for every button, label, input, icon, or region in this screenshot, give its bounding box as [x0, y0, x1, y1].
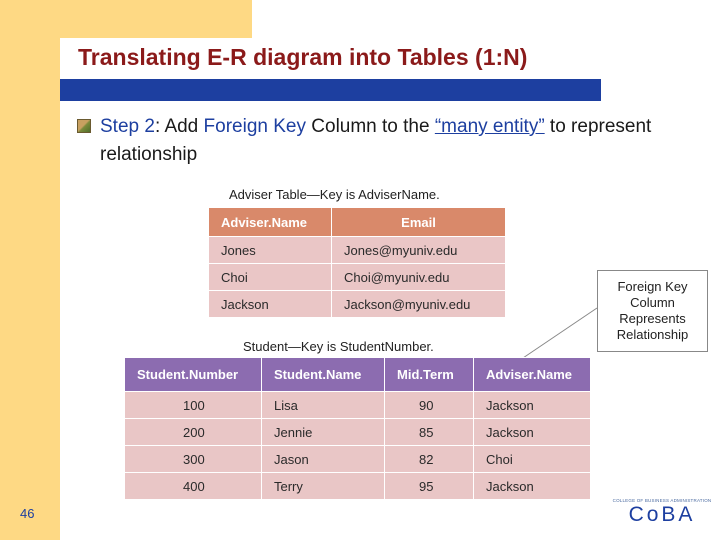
table-cell: Jennie: [262, 419, 385, 446]
logo-name: CoBA: [628, 503, 696, 526]
step-mid: Column to the: [306, 116, 435, 137]
table-cell: Choi: [474, 446, 591, 473]
table-row: [125, 419, 591, 446]
student-table-caption: Student—Key is StudentNumber.: [243, 339, 434, 354]
table-cell: Jackson@myuniv.edu: [332, 291, 506, 318]
table-cell: Jones@myuniv.edu: [332, 237, 506, 264]
coba-logo: [612, 498, 712, 527]
callout-line: Represents: [619, 311, 686, 326]
table-cell: Terry: [262, 473, 385, 500]
table-cell: Jackson: [474, 392, 591, 419]
table-cell: Jackson: [209, 291, 332, 318]
table-cell: Jackson: [474, 473, 591, 500]
table-cell: 95: [385, 473, 474, 500]
table-cell: Lisa: [262, 392, 385, 419]
callout-line: Relationship: [616, 327, 689, 342]
student-col-adviser: Adviser.Name: [474, 358, 591, 392]
table-cell: Jones: [209, 237, 332, 264]
student-header-row: [125, 358, 591, 392]
table-cell: 82: [385, 446, 474, 473]
slide-title: Translating E-R diagram into Tables (1:N): [78, 44, 528, 70]
page-number: 46: [20, 506, 35, 521]
logo-tagline: COLLEGE OF BUSINESS ADMINISTRATION: [612, 498, 712, 503]
student-table: [124, 357, 591, 500]
table-cell: 300: [125, 446, 262, 473]
table-cell: Choi: [209, 264, 332, 291]
table-cell: 200: [125, 419, 262, 446]
step-label: Step 2: [100, 116, 155, 137]
adviser-col-email: Email: [332, 208, 506, 237]
table-cell: 90: [385, 392, 474, 419]
table-cell: Jackson: [474, 419, 591, 446]
step-end: to represent relationship: [100, 116, 652, 165]
table-cell: 400: [125, 473, 262, 500]
callout-line: Foreign Key: [617, 279, 688, 294]
adviser-col-name: Adviser.Name: [209, 208, 332, 237]
student-col-number: Student.Number: [125, 358, 262, 392]
many-entity-term: “many entity”: [434, 116, 545, 137]
table-row: [125, 446, 591, 473]
table-row: [125, 392, 591, 419]
table-cell: 85: [385, 419, 474, 446]
step-sep: : Add: [154, 116, 204, 137]
table-cell: Choi@myuniv.edu: [332, 264, 506, 291]
table-cell: 100: [125, 392, 262, 419]
foreign-key-term: Foreign Key: [203, 116, 306, 137]
adviser-table-caption: Adviser Table—Key is AdviserName.: [229, 187, 440, 202]
table-row: [125, 473, 591, 500]
student-col-midterm: Mid.Term: [385, 358, 474, 392]
callout-line: Column: [630, 295, 675, 310]
student-col-name: Student.Name: [262, 358, 385, 392]
table-cell: Jason: [262, 446, 385, 473]
